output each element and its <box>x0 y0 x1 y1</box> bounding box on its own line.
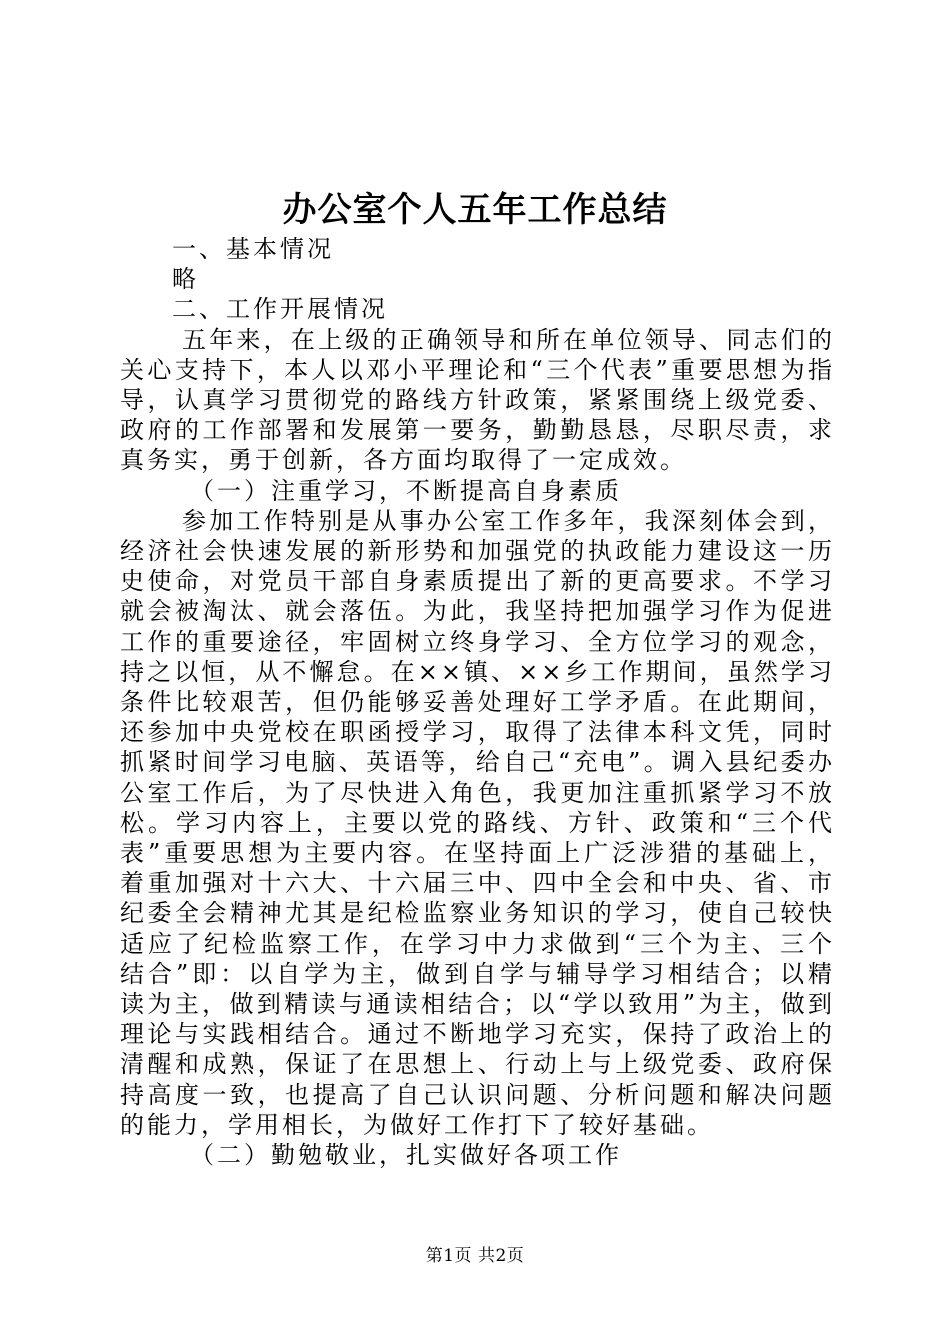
page-footer: 第1页 共2页 <box>425 1246 525 1266</box>
section-heading-work: 二、工作开展情况 <box>172 295 388 324</box>
subheading-work: （二）勤勉敬业，扎实做好各项工作 <box>190 1141 622 1170</box>
document-title: 办公室个人五年工作总结 <box>282 190 668 230</box>
paragraph-overview: 五年来，在上级的正确领导和所在单位领导、同志们的关心支持下，本人以邓小平理论和“三个代表”重要思想为指导，认真学习贯彻党的路线方针政策，紧紧围绕上级党委、政府的工作部署和发展第一要务，勤勤恳恳，尽职尽责，求真务实，勇于创新，各方面均取得了一定成效。 <box>120 325 835 475</box>
subheading-study: （一）注重学习，不断提高自身素质 <box>190 476 622 505</box>
paragraph-study: 参加工作特别是从事办公室工作多年，我深刻体会到，经济社会快速发展的新形势和加强党的执政能力建设这一历史使命，对党员干部自身素质提出了新的更高要求。不学习就会被淘汰、就会落伍。为此，我坚持把加强学习作为促进工作的重要途径，牢固树立终身学习、全方位学习的观念，持之以恒，从不懈怠。在××镇、××乡工作期间，虽然学习条件比较艰苦，但仍能够妥善处理好工学矛盾。在此期间，还参加中央党校在职函授学习，取得了法律本科文凭，同时抓紧时间学习电脑、英语等，给自己“充电”。调入县纪委办公室工作后，为了尽快进入角色，我更加注重抓紧学习不放松。学习内容上，主要以党的路线、方针、政策和“三个代表”重要思想为主要内容。在坚持面上广泛涉猎的基础上，着重加强对十六大、十六届三中、四中全会和中央、省、市纪委全会精神尤其是纪检监察业务知识的学习，使自己较快适应了纪检监察工作，在学习中力求做到“三个为主、三个结合”即：以自学为主，做到自学与辅导学习相结合；以精读为主，做到精读与通读相结合；以“学以致用”为主，做到理论与实践相结合。通过不断地学习充实，保持了政治上的清醒和成熟，保证了在思想上、行动上与上级党委、政府保持高度一致，也提高了自己认识问题、分析问题和解决问题的能力，学用相长，为做好工作打下了较好基础。 <box>120 506 835 1139</box>
document-body <box>120 234 835 1170</box>
section-body-omitted: 略 <box>172 265 199 294</box>
section-heading-basic: 一、基本情况 <box>172 235 334 263</box>
